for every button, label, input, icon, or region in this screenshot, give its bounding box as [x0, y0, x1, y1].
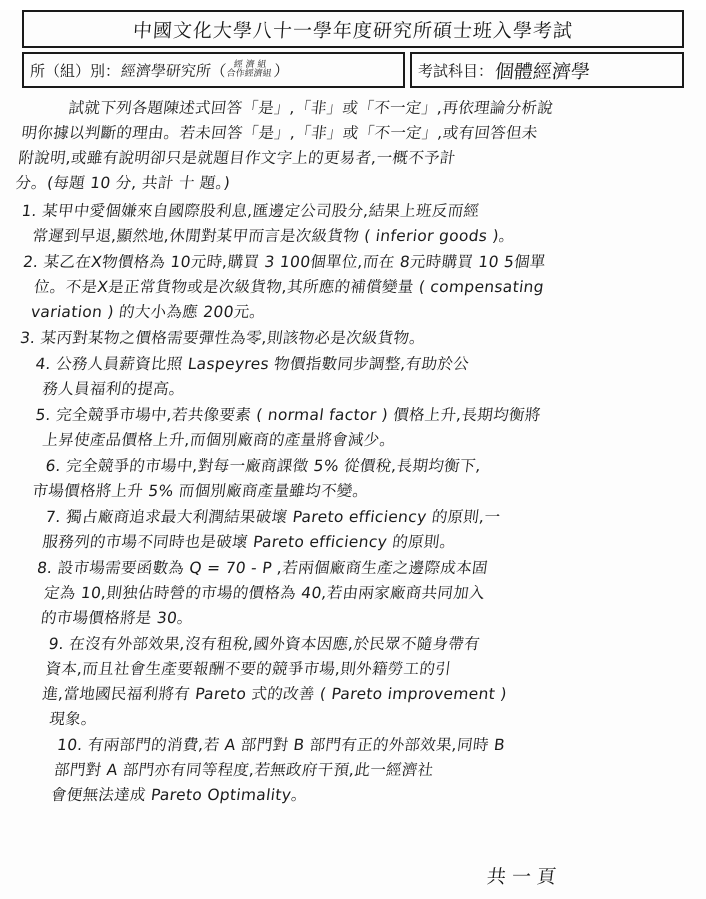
question-line: 上昇使產品價格上升,而個別廠商的產量將會減少。 — [41, 431, 397, 449]
question-line: 在沒有外部效果,沒有租稅,國外資本因應,於民眾不隨身帶有 — [68, 635, 482, 653]
instructions-line: 試就下列各題陳述式回答「是」,「非」或「不一定」,再依理論分析說 — [67, 99, 555, 117]
instructions-line: 明你據以判斷的理由。若未回答「是」,「非」或「不一定」,或有回答但未 — [20, 124, 539, 142]
department-group-top: 經 濟 組 — [233, 60, 267, 70]
question-line: 設市場需要函數為 Q = 70 - P ,若兩個廠商生產之邊際成本固 — [56, 559, 489, 577]
department-value-end: ） — [273, 61, 290, 80]
question-line: 有兩部門的消費,若 A 部門對 B 部門有正的外部效果,同時 B — [86, 736, 507, 754]
question-item — [15, 250, 684, 325]
question-line: variation ) 的大小為應 200元。 — [29, 303, 267, 321]
department-label: 所（組）別： — [30, 61, 121, 80]
instructions-block — [14, 96, 686, 196]
exam-body — [14, 96, 680, 808]
question-number: 7. — [44, 508, 63, 526]
subject-label: 考試科目： — [418, 61, 494, 80]
question-line: 某乙在X物價格為 10元時,購買 3 100個單位,而在 8元時購買 10 5個單 — [42, 253, 547, 271]
question-line: 會便無法達成 Pareto Optimality。 — [49, 786, 309, 804]
question-line: 完全競爭的市場中,對每一廠商課徵 5% 從價稅,長期均衡下, — [65, 457, 483, 475]
question-line: 務人員福利的提高。 — [41, 380, 186, 398]
question-line: 進,當地國民福利將有 Pareto 式的改善 ( Pareto improvement ) — [41, 685, 508, 703]
department-value: 經濟學研究所（ — [120, 61, 227, 80]
question-number: 2. — [22, 253, 40, 271]
question-number: 8. — [36, 559, 54, 577]
question-line: 某甲中愛個嫌來自國際股利息,匯邊定公司股分,結果上班反而經 — [41, 202, 481, 220]
question-number: 6. — [44, 457, 63, 475]
question-item — [17, 505, 683, 555]
question-line: 的市場價格將是 30。 — [39, 609, 195, 627]
department-group-stack — [226, 61, 273, 79]
exam-title-box — [22, 10, 684, 48]
question-line: 資本,而且社會生產要報酬不要的競爭市場,則外籍勞工的引 — [44, 660, 453, 678]
question-number: 3. — [18, 329, 37, 347]
question-line: 位。不是X是正常貨物或是次級貨物,其所應的補償變量 ( compensating — [32, 278, 546, 296]
question-number: 1. — [20, 202, 39, 220]
page-footer: 共 一 頁 — [485, 866, 558, 888]
question-number: 10. — [56, 736, 84, 754]
question-line: 現象。 — [48, 710, 98, 728]
question-line: 市場價格將上升 5% 而個別廠商產量雖均不變。 — [31, 482, 370, 500]
question-line: 完全競爭市場中,若共像要素 ( normal factor ) 價格上升,長期均衡將 — [55, 406, 542, 424]
page-title: 中國文化大學八十一學年度研究所碩士班入學考試 — [132, 19, 574, 42]
question-item — [17, 403, 683, 453]
exam-meta-row — [22, 52, 684, 88]
question-number: 4. — [34, 355, 53, 373]
question-line: 定為 10,則独佔時營的市場的價格為 40,若由兩家廠商共同加入 — [42, 584, 486, 602]
subject-value: 個體經濟學 — [493, 60, 591, 83]
question-item — [17, 454, 683, 504]
question-line: 某丙對某物之價格需要彈性為零,則該物必是次級貨物。 — [39, 329, 427, 347]
question-line: 常遲到早退,顯然地,休閒對某甲而言是次級貨物 ( inferior goods )。 — [31, 227, 516, 245]
instructions-line: 附說明,或雖有說明卻只是就題目作文字上的更易者,一概不予計 — [17, 149, 457, 167]
question-item — [18, 326, 681, 351]
question-item — [15, 733, 684, 808]
exam-paper-page — [0, 10, 706, 899]
question-line: 部門對 A 部門亦有同等程度,若無政府干預,此一經濟社 — [52, 761, 435, 779]
question-number: 9. — [47, 635, 66, 653]
question-line: 服務列的市場不同時也是破壞 Pareto efficiency 的原則。 — [41, 533, 457, 551]
subject-box — [410, 52, 684, 88]
question-item — [14, 632, 686, 732]
question-item — [17, 352, 683, 402]
instructions-line: 分。(每題 10 分, 共計 十 題。) — [14, 174, 232, 192]
question-item — [17, 199, 683, 249]
question-number: 5. — [34, 406, 53, 424]
question-line: 獨占廠商追求最大利潤結果破壞 Pareto efficiency 的原則,一 — [65, 508, 502, 526]
department-group-bottom: 合作經濟組 — [226, 69, 273, 79]
department-box — [22, 52, 405, 88]
question-item — [15, 556, 684, 631]
question-line: 公務人員薪資比照 Laspeyres 物價指數同步調整,有助於公 — [55, 355, 471, 373]
